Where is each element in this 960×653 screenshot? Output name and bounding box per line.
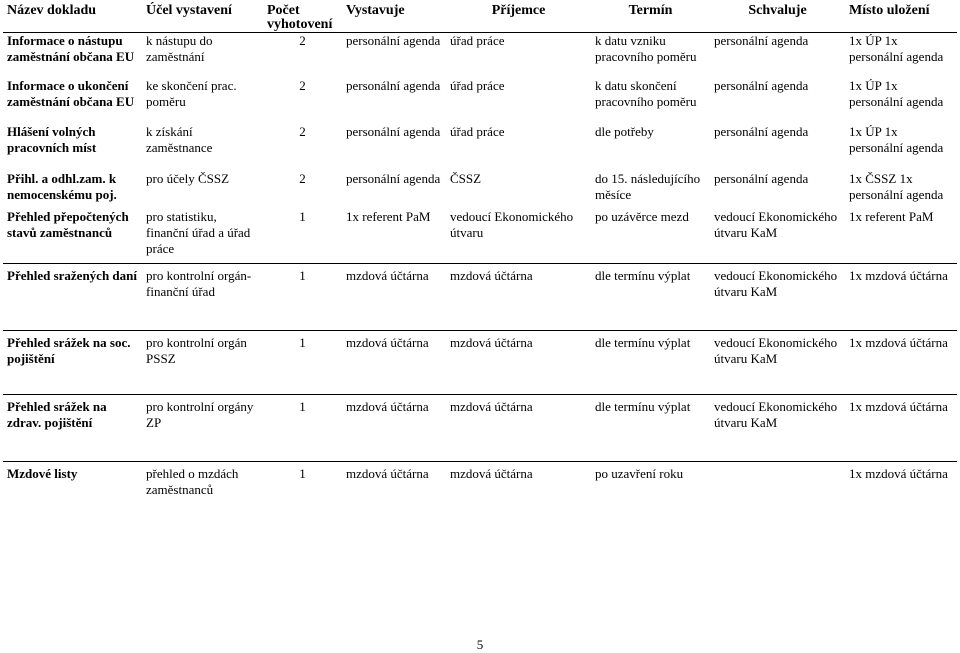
storage-cell: 1x ÚP 1x personální agenda: [849, 77, 944, 109]
table-row: [3, 78, 957, 124]
table-row: [3, 462, 957, 510]
term-cell: k datu vzniku pracovního poměru: [595, 33, 697, 64]
copies-cell: 2: [299, 33, 306, 48]
copies-cell: 2: [299, 123, 306, 139]
header-issuer: Vystavuje: [346, 3, 405, 18]
term-cell: po uzavření roku: [595, 466, 684, 481]
storage-cell: 1x mzdová účtárna: [849, 268, 948, 283]
header-document-name: Název dokladu: [7, 3, 97, 18]
storage-cell: 1x ÚP 1x personální agenda: [849, 33, 944, 64]
header-copies-line2: vyhotovení: [267, 17, 333, 32]
purpose-cell: k nástupu do zaměstnání: [146, 33, 213, 64]
header-recipient: Příjemce: [491, 3, 546, 18]
header-copies-line1: Počet: [267, 3, 300, 18]
doc-name-cell: Přehled srážek na zdrav. pojištění: [7, 399, 107, 430]
issuer-cell: mzdová účtárna: [346, 466, 429, 481]
table-row: [3, 171, 957, 209]
storage-cell: 1x referent PaM: [849, 208, 934, 224]
storage-cell: 1x ČSSZ 1x personální agenda: [849, 170, 944, 202]
header-approver: Schvaluje: [748, 3, 807, 18]
copies-cell: 1: [299, 335, 306, 350]
approver-cell: personální agenda: [714, 123, 809, 139]
approver-cell: personální agenda: [714, 170, 809, 186]
term-cell: po uzávěrce mezd: [595, 208, 689, 224]
purpose-cell: pro statistiku, finanční úřad a úřad práce: [146, 208, 251, 256]
copies-cell: 1: [299, 466, 306, 481]
storage-cell: 1x mzdová účtárna: [849, 335, 948, 350]
header-term: Termín: [628, 3, 673, 18]
term-cell: dle termínu výplat: [595, 399, 691, 414]
approver-cell: vedoucí Ekonomického útvaru KaM: [714, 399, 838, 430]
purpose-cell: přehled o mzdách zaměstnanců: [146, 466, 239, 497]
copies-cell: 2: [299, 170, 306, 186]
doc-name-cell: Přehled sražených daní: [7, 268, 137, 283]
approver-cell: vedoucí Ekonomického útvaru KaM: [714, 208, 838, 240]
doc-name-cell: Přihl. a odhl.zam. k nemocenskému poj.: [7, 170, 117, 202]
term-cell: dle termínu výplat: [595, 268, 691, 283]
issuer-cell: personální agenda: [346, 170, 441, 186]
table-header-row: [3, 3, 957, 33]
purpose-cell: pro kontrolní orgán PSSZ: [146, 335, 247, 366]
storage-cell: 1x ÚP 1x personální agenda: [849, 123, 944, 155]
recipient-cell: úřad práce: [450, 77, 505, 93]
copies-cell: 1: [299, 208, 306, 224]
table-row: [3, 264, 957, 331]
doc-name-cell: Mzdové listy: [7, 466, 78, 481]
recipient-cell: mzdová účtárna: [450, 335, 533, 350]
recipient-cell: mzdová účtárna: [450, 399, 533, 414]
doc-name-cell: Hlášení volných pracovních míst: [7, 123, 97, 155]
page-number: 5: [476, 637, 484, 652]
issuer-cell: 1x referent PaM: [346, 208, 431, 224]
purpose-cell: pro kontrolní orgány ZP: [146, 399, 254, 430]
recipient-cell: ČSSZ: [450, 170, 482, 186]
approver-cell: personální agenda: [714, 77, 809, 93]
recipient-cell: mzdová účtárna: [450, 466, 533, 481]
recipient-cell: úřad práce: [450, 33, 505, 48]
term-cell: k datu skončení pracovního poměru: [595, 77, 697, 109]
term-cell: dle termínu výplat: [595, 335, 691, 350]
purpose-cell: k získání zaměstnance: [146, 123, 213, 155]
table-body: [3, 33, 957, 510]
storage-cell: 1x mzdová účtárna: [849, 466, 948, 481]
doc-name-cell: Přehled přepočtených stavů zaměstnanců: [7, 208, 129, 240]
issuer-cell: personální agenda: [346, 77, 441, 93]
copies-cell: 1: [299, 268, 306, 283]
issuer-cell: mzdová účtárna: [346, 335, 429, 350]
storage-cell: 1x mzdová účtárna: [849, 399, 948, 414]
issuer-cell: mzdová účtárna: [346, 399, 429, 414]
header-purpose: Účel vystavení: [146, 3, 232, 18]
issuer-cell: personální agenda: [346, 123, 441, 139]
issuer-cell: mzdová účtárna: [346, 268, 429, 283]
doc-name-cell: Informace o nástupu zaměstnání občana EU: [7, 33, 135, 64]
purpose-cell: ke skončení prac. poměru: [146, 77, 237, 109]
approver-cell: vedoucí Ekonomického útvaru KaM: [714, 268, 838, 299]
table-row: [3, 331, 957, 395]
recipient-cell: mzdová účtárna: [450, 268, 533, 283]
header-copies: [263, 3, 342, 33]
purpose-cell: pro kontrolní orgán-finanční úřad: [146, 268, 252, 299]
documents-table: [3, 3, 957, 510]
header-storage: Místo uložení: [849, 3, 930, 18]
table-row: [3, 395, 957, 462]
issuer-cell: personální agenda: [346, 33, 441, 48]
table-row: [3, 209, 957, 264]
doc-name-cell: Přehled srážek na soc. pojištění: [7, 335, 131, 366]
recipient-cell: úřad práce: [450, 123, 505, 139]
copies-cell: 2: [299, 77, 306, 93]
term-cell: dle potřeby: [595, 123, 654, 139]
purpose-cell: pro účely ČSSZ: [146, 170, 230, 186]
table-row: [3, 124, 957, 171]
table-row: [3, 33, 957, 78]
recipient-cell: vedoucí Ekonomického útvaru: [450, 208, 574, 240]
doc-name-cell: Informace o ukončení zaměstnání občana EU: [7, 77, 135, 109]
approver-cell: vedoucí Ekonomického útvaru KaM: [714, 335, 838, 366]
copies-cell: 1: [299, 399, 306, 414]
term-cell: do 15. následujícího měsíce: [595, 170, 701, 202]
approver-cell: personální agenda: [714, 33, 809, 48]
approver-cell: [710, 462, 845, 510]
